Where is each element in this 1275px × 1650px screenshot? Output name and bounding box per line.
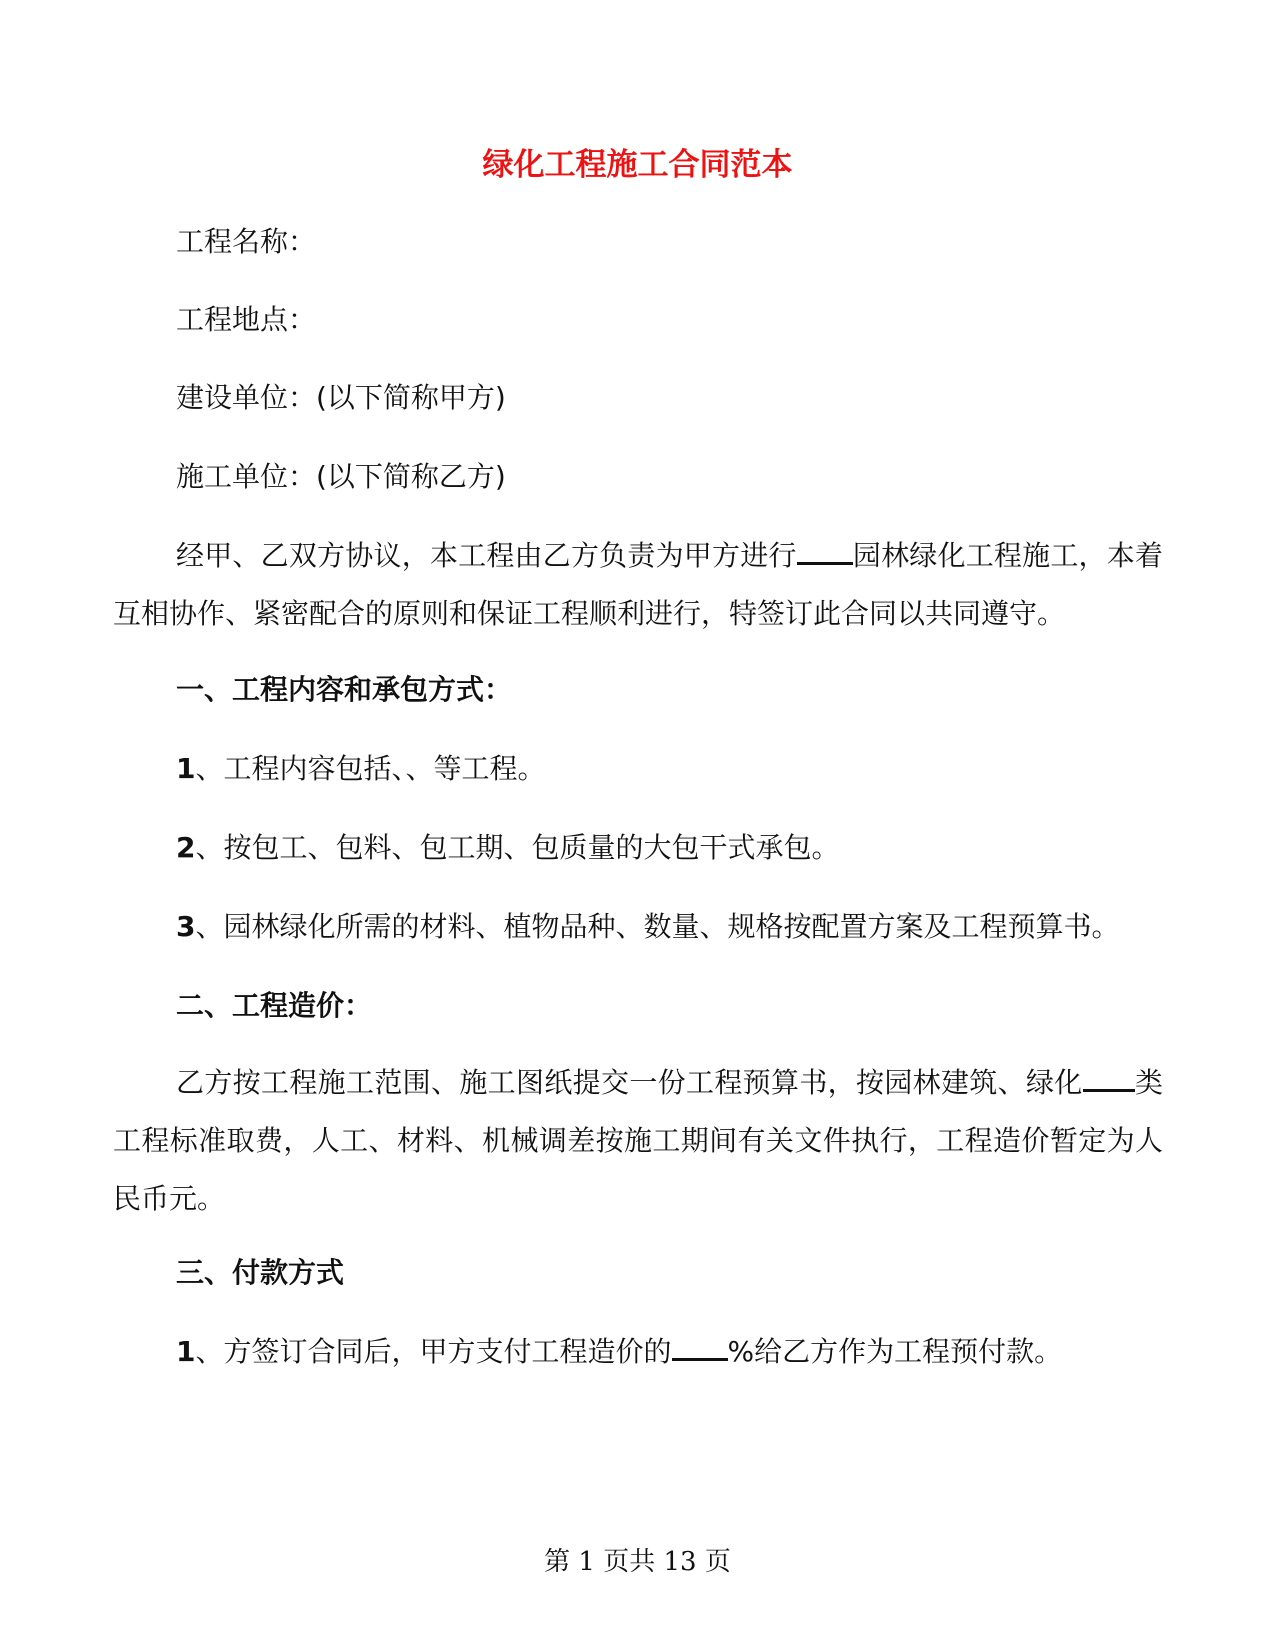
document-title: 绿化工程施工合同范本	[482, 147, 793, 183]
section1-item-1	[176, 749, 546, 789]
field-project-location: 工程地点：	[176, 303, 317, 336]
section2-paragraph	[113, 1054, 1163, 1228]
item-number: 3	[176, 910, 196, 943]
section1-heading: 一、工程内容和承包方式：	[176, 673, 513, 706]
field-client: 建设单位：(以下简称甲方)	[176, 381, 506, 414]
page-footer: 第 1 页共 13 页	[544, 1547, 731, 1577]
section3-item-1	[176, 1332, 1062, 1372]
section2-text-2: 类工程标准取费，人工、材料、机械调差按施工期间有关文件执行，工程造价暂定为人民币元。	[113, 1066, 1163, 1215]
field-contractor: 施工单位：(以下简称乙方)	[176, 460, 506, 493]
section1-item-3	[176, 907, 1120, 947]
field-project-name: 工程名称：	[176, 225, 317, 258]
section3-heading: 三、付款方式	[176, 1256, 345, 1289]
section2-text-1: 乙方按工程施工范围、施工图纸提交一份工程预算书，按园林建筑、绿化	[176, 1066, 1083, 1099]
item-text-2: %给乙方作为工程预付款。	[727, 1335, 1063, 1368]
item-number: 2	[176, 831, 196, 864]
blank-line	[672, 1336, 728, 1361]
item-number: 1	[176, 1335, 196, 1368]
blank-line	[1083, 1067, 1135, 1092]
section2-heading: 二、工程造价：	[176, 989, 373, 1022]
intro-text-1: 经甲、乙双方协议，本工程由乙方负责为甲方进行	[176, 539, 797, 572]
intro-text-2: 园林绿化工程施工，本着互相协作、紧密配合的原则和保证工程顺利进行，特签订此合同以共同遵守。	[113, 539, 1163, 630]
item-text: 、园林绿化所需的材料、植物品种、数量、规格按配置方案及工程预算书。	[195, 910, 1120, 943]
blank-line	[797, 540, 853, 565]
item-text: 、工程内容包括、、等工程。	[195, 752, 546, 785]
item-text: 、按包工、包料、包工期、包质量的大包干式承包。	[195, 831, 840, 864]
item-number: 1	[176, 752, 196, 785]
intro-paragraph	[113, 527, 1163, 643]
item-text-1: 、方签订合同后，甲方支付工程造价的	[195, 1335, 672, 1368]
section1-item-2	[176, 828, 840, 868]
